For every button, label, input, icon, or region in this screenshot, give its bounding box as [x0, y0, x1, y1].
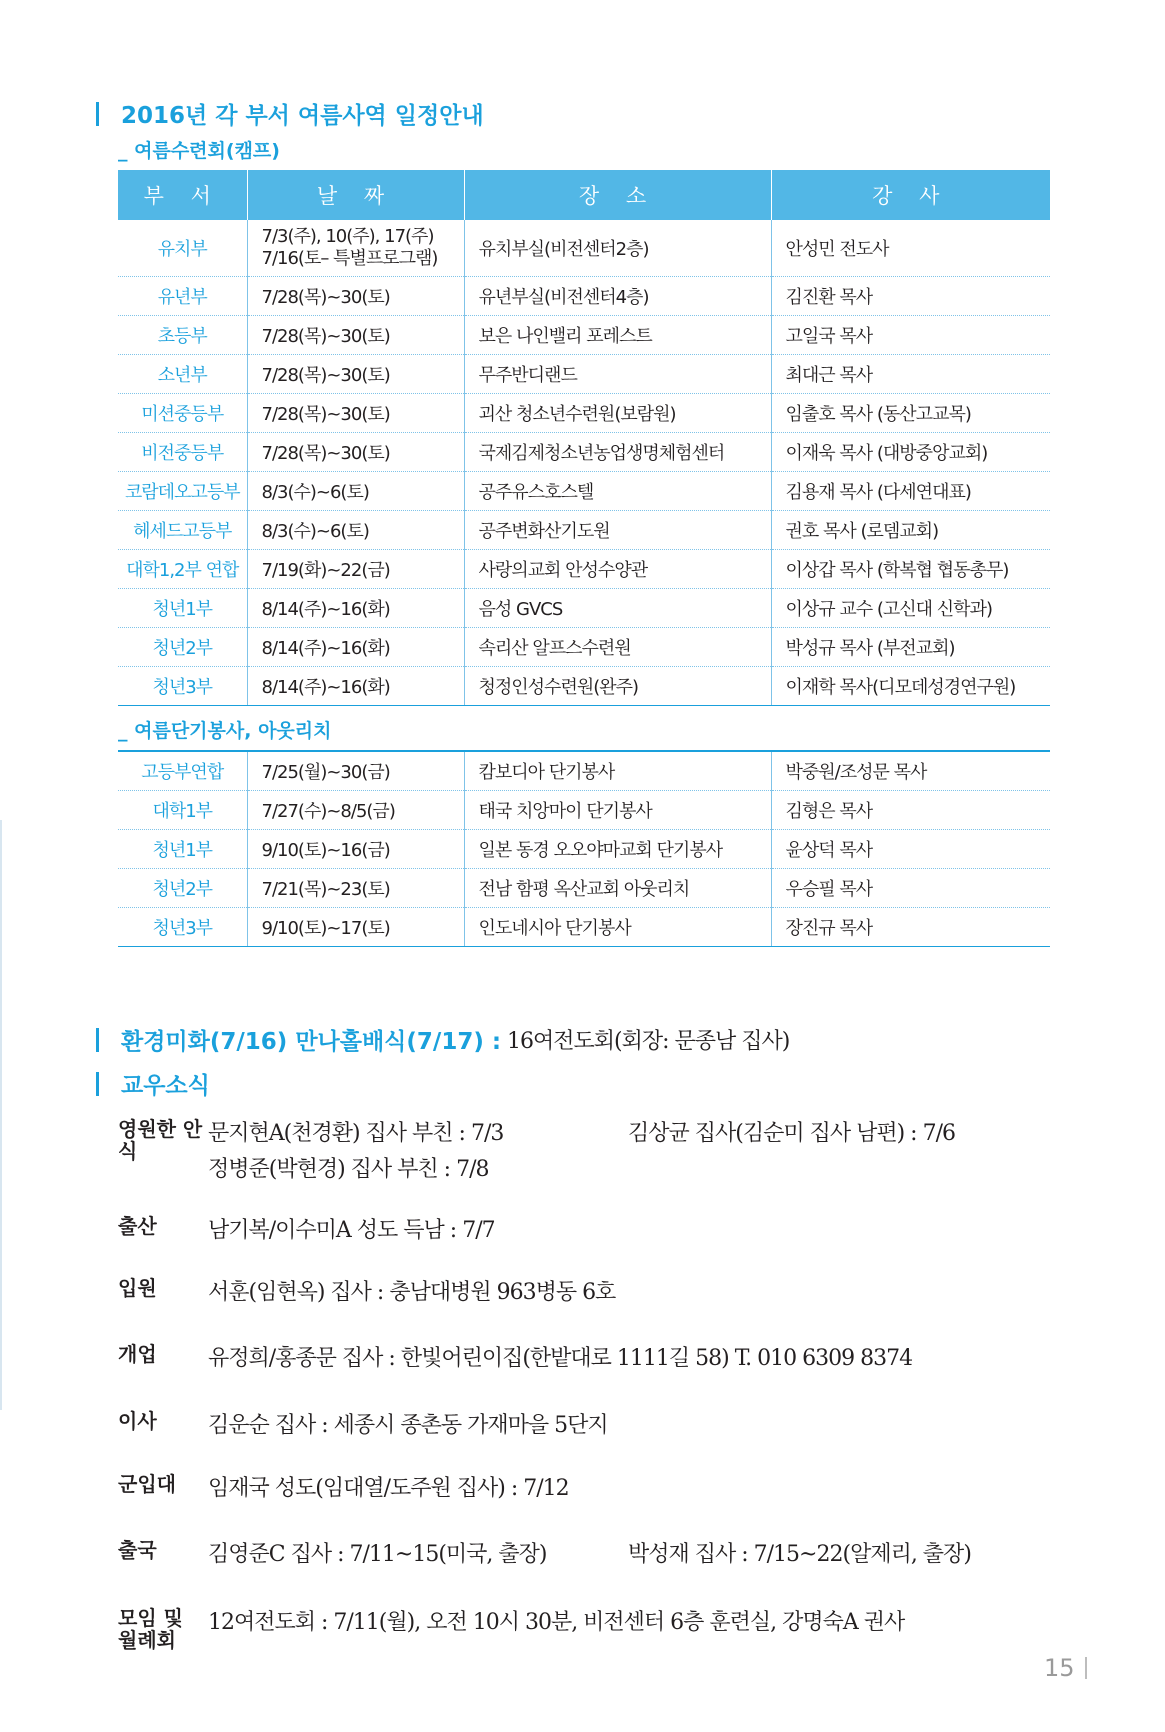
dept-cell: 청년3부: [118, 908, 247, 947]
dept-cell: 청년1부: [118, 830, 247, 869]
place-cell: 인도네시아 단기봉사: [464, 908, 771, 947]
camp-table: [118, 170, 1050, 706]
table-row: [118, 589, 1050, 628]
page-number: [1044, 1654, 1087, 1682]
place-cell: 공주변화산기도원: [464, 511, 771, 550]
place-cell: 음성 GVCS: [464, 589, 771, 628]
news-line: 임재국 성도(임대열/도주원 집사) : 7/12: [208, 1476, 569, 1501]
dept-cell: 대학1,2부 연합: [118, 550, 247, 589]
news-line: 김운순 집사 : 세종시 종촌동 가재마을 5단지: [208, 1413, 608, 1438]
news-line: 김영준C 집사 : 7/11~15(미국, 출장): [208, 1542, 547, 1567]
news-line: 서훈(임현옥) 집사 : 충남대병원 963병동 6호: [208, 1280, 616, 1305]
dept-cell: 초등부: [118, 316, 247, 355]
table-row: [118, 791, 1050, 830]
speaker-cell: 김용재 목사 (다세연대표): [771, 472, 1050, 511]
news-line-second-col: 박성재 집사 : 7/15~22(알제리, 출장): [628, 1542, 971, 1567]
news-label: 모임 및 월례회: [118, 1606, 183, 1652]
section-title-text: 2016년 각 부서 여름사역 일정안내: [121, 103, 484, 129]
date-cell: 7/21(목)~23(토): [247, 869, 464, 908]
speaker-cell: 최대근 목사: [771, 355, 1050, 394]
news-line: 12여전도회 : 7/11(월), 오전 10시 30분, 비전센터 6층 훈련실, 강명숙A 권사: [208, 1610, 905, 1635]
speaker-cell: 임출호 목사 (동산고교목): [771, 394, 1050, 433]
news-label: 이사: [118, 1409, 157, 1433]
news-body: [208, 1275, 615, 1311]
news-line-second-col: 김상균 집사(김순미 집사 남편) : 7/6: [628, 1121, 955, 1146]
table-row: [118, 277, 1050, 316]
speaker-cell: 안성민 전도사: [771, 220, 1050, 277]
outreach-table: [118, 750, 1050, 947]
dept-cell: 청년1부: [118, 589, 247, 628]
news-body: [208, 1408, 608, 1444]
table-row: [118, 394, 1050, 433]
section-bar: [96, 102, 99, 126]
date-cell: 7/28(목)~30(토): [247, 394, 464, 433]
page-edge-line: [0, 820, 2, 1410]
place-cell: 유년부실(비전센터4층): [464, 277, 771, 316]
date-cell: 9/10(토)~16(금): [247, 830, 464, 869]
dept-cell: 비전중등부: [118, 433, 247, 472]
date-cell: 7/28(목)~30(토): [247, 277, 464, 316]
date-cell: 8/14(주)~16(화): [247, 589, 464, 628]
place-cell: 국제김제청소년농업생명체험센터: [464, 433, 771, 472]
place-cell: 일본 동경 오오야마교회 단기봉사: [464, 830, 771, 869]
place-cell: 사랑의교회 안성수양관: [464, 550, 771, 589]
table-row: [118, 220, 1050, 277]
news-body: [208, 1471, 569, 1507]
date-cell: 7/28(목)~30(토): [247, 355, 464, 394]
speaker-cell: 고일국 목사: [771, 316, 1050, 355]
place-cell: 캄보디아 단기봉사: [464, 751, 771, 791]
section-bar: [96, 1028, 99, 1052]
table-row: [118, 550, 1050, 589]
date-cell: 7/25(월)~30(금): [247, 751, 464, 791]
dept-cell: 소년부: [118, 355, 247, 394]
place-cell: 공주유스호스텔: [464, 472, 771, 511]
table-row: [118, 628, 1050, 667]
place-cell: 전남 함평 옥산교회 아웃리치: [464, 869, 771, 908]
header-dept: 부 서: [118, 170, 247, 220]
place-cell: 속리산 알프스수련원: [464, 628, 771, 667]
section-title-summer: [96, 97, 484, 130]
environment-text: 16여전도회(회장: 문종남 집사): [507, 1029, 790, 1054]
environment-notice: [96, 1023, 789, 1056]
table-row: [118, 908, 1050, 947]
speaker-cell: 윤상덕 목사: [771, 830, 1050, 869]
dept-cell: 유치부: [118, 220, 247, 277]
table-row: [118, 751, 1050, 791]
news-title-text: 교우소식: [121, 1073, 210, 1099]
date-cell: 7/3(주), 10(주), 17(주) 7/16(토– 특별프로그램): [247, 220, 464, 277]
table-row: [118, 472, 1050, 511]
speaker-cell: 박성규 목사 (부전교회): [771, 628, 1050, 667]
news-line: 정병준(박현경) 집사 부친 : 7/8: [208, 1157, 489, 1182]
news-body: [208, 1213, 495, 1249]
table-row: [118, 433, 1050, 472]
table-row: [118, 667, 1050, 706]
place-cell: 유치부실(비전센터2층): [464, 220, 771, 277]
table-row: [118, 511, 1050, 550]
camp-subtitle: _ 여름수련회(캠프): [118, 140, 280, 162]
date-cell: 8/3(수)~6(토): [247, 511, 464, 550]
date-cell: 7/28(목)~30(토): [247, 433, 464, 472]
speaker-cell: 우승필 목사: [771, 869, 1050, 908]
table-row: [118, 316, 1050, 355]
dept-cell: 청년2부: [118, 628, 247, 667]
place-cell: 청정인성수련원(완주): [464, 667, 771, 706]
outreach-subtitle: _ 여름단기봉사, 아웃리치: [118, 720, 332, 742]
news-body: [208, 1341, 912, 1377]
speaker-cell: 이상규 교수 (고신대 신학과): [771, 589, 1050, 628]
news-label: 입원: [118, 1276, 157, 1300]
speaker-cell: 박중원/조성문 목사: [771, 751, 1050, 791]
dept-cell: 코람데오고등부: [118, 472, 247, 511]
news-line: 문지현A(천경환) 집사 부친 : 7/3: [208, 1121, 504, 1146]
camp-table-header: [118, 170, 1050, 220]
date-cell: 7/19(화)~22(금): [247, 550, 464, 589]
date-cell: 8/14(주)~16(화): [247, 628, 464, 667]
dept-cell: 헤세드고등부: [118, 511, 247, 550]
date-cell: 7/28(목)~30(토): [247, 316, 464, 355]
speaker-cell: 이재욱 목사 (대방중앙교회): [771, 433, 1050, 472]
dept-cell: 유년부: [118, 277, 247, 316]
news-body: [208, 1605, 904, 1641]
place-cell: 무주반디랜드: [464, 355, 771, 394]
section-bar: [96, 1072, 99, 1096]
news-label: 군입대: [118, 1472, 176, 1496]
speaker-cell: 이상갑 목사 (학복협 협동총무): [771, 550, 1050, 589]
place-cell: 보은 나인밸리 포레스트: [464, 316, 771, 355]
page-number-bar: [1085, 1657, 1087, 1679]
table-row: [118, 355, 1050, 394]
date-cell: 9/10(토)~17(토): [247, 908, 464, 947]
environment-highlight: 환경미화(7/16) 만나홀배식(7/17) :: [121, 1029, 502, 1055]
speaker-cell: 장진규 목사: [771, 908, 1050, 947]
dept-cell: 미션중등부: [118, 394, 247, 433]
date-cell: 8/3(수)~6(토): [247, 472, 464, 511]
news-line: 남기복/이수미A 성도 득남 : 7/7: [208, 1218, 495, 1243]
speaker-cell: 권호 목사 (로뎀교회): [771, 511, 1050, 550]
table-row: [118, 830, 1050, 869]
header-place: 장 소: [464, 170, 771, 220]
speaker-cell: 김진환 목사: [771, 277, 1050, 316]
news-line: 유정희/홍종문 집사 : 한빛어린이집(한밭대로 1111길 58) T. 010 6309 8374: [208, 1346, 913, 1371]
news-body: [208, 1537, 971, 1573]
header-speaker: 강 사: [771, 170, 1050, 220]
table-row: [118, 869, 1050, 908]
dept-cell: 고등부연합: [118, 751, 247, 791]
header-date: 날 짜: [247, 170, 464, 220]
dept-cell: 청년3부: [118, 667, 247, 706]
place-cell: 태국 치앙마이 단기봉사: [464, 791, 771, 830]
page-number-text: 15: [1044, 1654, 1075, 1682]
place-cell: 괴산 청소년수련원(보람원): [464, 394, 771, 433]
dept-cell: 청년2부: [118, 869, 247, 908]
news-label: 개업: [118, 1342, 157, 1366]
news-body: [208, 1116, 955, 1188]
dept-cell: 대학1부: [118, 791, 247, 830]
date-cell: 7/27(수)~8/5(금): [247, 791, 464, 830]
news-label: 출국: [118, 1538, 157, 1562]
date-cell: 8/14(주)~16(화): [247, 667, 464, 706]
news-label: 영원한 안식: [118, 1117, 203, 1163]
section-title-news: [96, 1067, 210, 1100]
speaker-cell: 김형은 목사: [771, 791, 1050, 830]
news-label: 출산: [118, 1214, 157, 1238]
speaker-cell: 이재학 목사(디모데성경연구원): [771, 667, 1050, 706]
